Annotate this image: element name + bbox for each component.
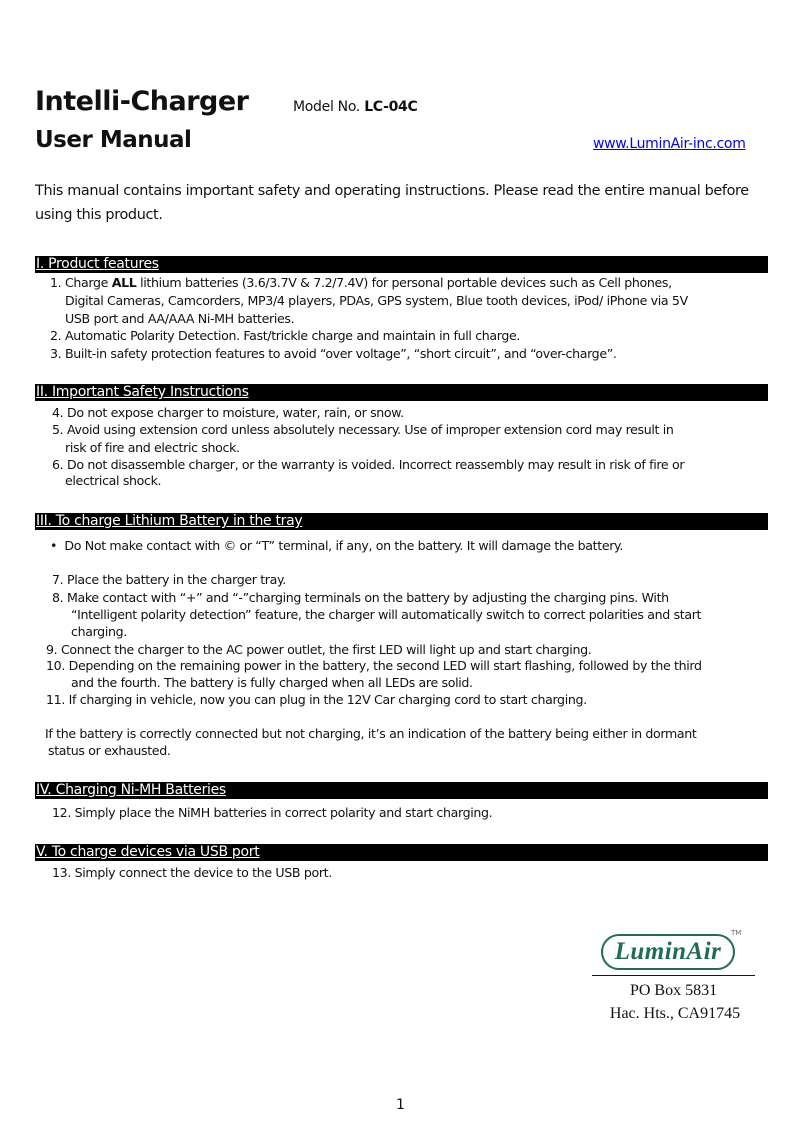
list-item [50, 328, 520, 344]
item-text: Place the battery in the charger tray. [66, 572, 286, 587]
item-text: If charging in vehicle, now you can plug in the 12V Car charging cord to start charging. [68, 692, 587, 707]
item-number: 11. [46, 692, 65, 707]
item-text: lithium batteries (3.6/3.7V & 7.2/7.4V) for personal portable devices such as Cell phones, [136, 275, 672, 290]
item-number: 3. [50, 346, 62, 361]
section-header [35, 844, 768, 861]
page-number: 1 [396, 1097, 405, 1113]
model-label: Model No. [293, 99, 361, 115]
item-number: 13. [52, 865, 71, 880]
item-text: Charge [64, 275, 112, 290]
item-text: Avoid using extension cord unless absolutely necessary. Use of improper extension cord may result in [66, 422, 674, 437]
list-item [52, 590, 669, 606]
item-number: 2. [50, 328, 62, 343]
item-number: 6. [52, 457, 64, 472]
item-number: 12. [52, 805, 71, 820]
section-title: V. To charge devices via USB port [36, 844, 260, 860]
item-text: Connect the charger to the AC power outlet, the first LED will light up and start charging. [60, 642, 592, 657]
item-text: and the fourth. The battery is fully charged when all LEDs are solid. [71, 675, 473, 690]
bullet-item [50, 538, 623, 554]
logo-text: LuminAir [614, 938, 722, 965]
item-text: Do Not make contact with © or “T” terminal, if any, on the battery. It will damage the battery. [64, 538, 623, 553]
item-number: 4. [52, 405, 64, 420]
note-text: status or exhausted. [48, 743, 171, 758]
section-header [35, 513, 768, 530]
item-text: charging. [71, 624, 127, 639]
item-text: Simply connect the device to the USB port. [74, 865, 332, 880]
list-item [46, 658, 702, 674]
section-header [35, 256, 768, 273]
item-number: 8. [52, 590, 64, 605]
item-number: 5. [52, 422, 64, 437]
item-text: Digital Cameras, Camcorders, MP3/4 players, PDAs, GPS system, Blue tooth devices, iPod/ iPhone via 5V [65, 293, 688, 308]
item-text: Depending on the remaining power in the battery, the second LED will start flashing, followed by the third [68, 658, 702, 673]
bullet-icon: • [50, 538, 58, 553]
section-title: II. Important Safety Instructions [36, 384, 249, 400]
intro-line: using this product. [35, 207, 163, 223]
section-title: I. Product features [36, 256, 159, 272]
trademark: TM [731, 929, 742, 937]
list-item [46, 642, 591, 658]
item-number: 1. [50, 275, 62, 290]
section-title: IV. Charging Ni-MH Batteries [36, 782, 226, 798]
model-number [293, 99, 417, 115]
item-text: Automatic Polarity Detection. Fast/trickle charge and maintain in full charge. [64, 328, 521, 343]
document-subtitle: User Manual [35, 127, 192, 153]
luminair-logo [601, 934, 735, 970]
list-item [52, 865, 332, 881]
list-item [52, 572, 286, 588]
list-item [50, 346, 617, 362]
item-number: 10. [46, 658, 65, 673]
item-text: Do not expose charger to moisture, water, rain, or snow. [66, 405, 404, 420]
item-text: Make contact with “+” and “-”charging terminals on the battery by adjusting the charging pins. With [66, 590, 669, 605]
item-text: USB port and AA/AAA Ni-MH batteries. [65, 311, 295, 326]
section-header [35, 384, 768, 401]
item-bold-text: ALL [111, 275, 137, 290]
section-header [35, 782, 768, 799]
item-number: 7. [52, 572, 64, 587]
note-text: If the battery is correctly connected but not charging, it’s an indication of the battery being either in dormant [45, 726, 697, 741]
intro-line: This manual contains important safety and operating instructions. Please read the entire manual before [35, 183, 749, 199]
list-item [52, 405, 404, 421]
address-line: Hac. Hts., CA91745 [609, 1005, 741, 1022]
list-item [46, 692, 587, 708]
item-text: Simply place the NiMH batteries in correct polarity and start charging. [74, 805, 493, 820]
website-link[interactable]: www.LuminAir-inc.com [593, 136, 746, 152]
list-item [52, 805, 492, 821]
model-value: LC-04C [364, 99, 418, 115]
item-text: risk of fire and electric shock. [65, 440, 240, 455]
item-text: “Intelligent polarity detection” feature, the charger will automatically switch to correct polarities and start [71, 607, 702, 622]
item-number: 9. [46, 642, 58, 657]
divider [592, 975, 755, 976]
section-title: III. To charge Lithium Battery in the tray [36, 513, 303, 529]
list-item [52, 422, 674, 438]
item-text: Do not disassemble charger, or the warranty is voided. Incorrect reassembly may result in risk of fire or [66, 457, 685, 472]
list-item [50, 275, 672, 291]
address-line: PO Box 5831 [629, 982, 718, 999]
list-item [52, 457, 684, 473]
item-text: electrical shock. [65, 473, 162, 488]
document-title: Intelli-Charger [35, 86, 249, 117]
item-text: Built-in safety protection features to avoid “over voltage”, “short circuit”, and “over-charge”. [64, 346, 617, 361]
